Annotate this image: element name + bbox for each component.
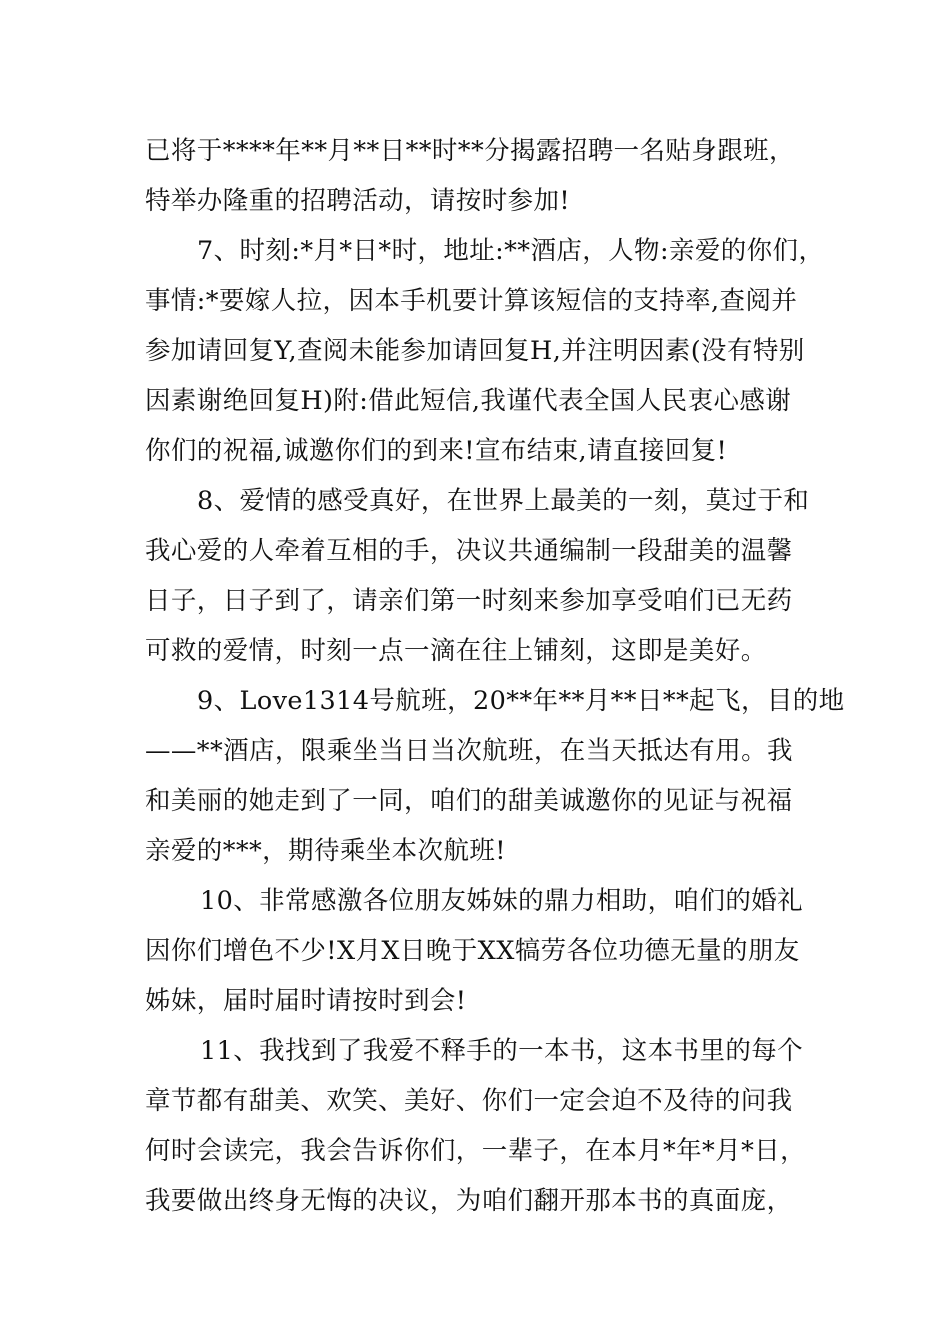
text-line: 事情:*要嫁人拉，因本手机要计算该短信的支持率,查阅并 [145,286,798,316]
paragraph-9-start: 9、Love1314号航班，20**年**月**日**起飞，目的地 [197,686,845,716]
text-line: 特举办隆重的招聘活动，请按时参加! [145,186,571,216]
paragraph-8-start: 8、爱情的感受真好，在世界上最美的一刻，莫过于和 [197,486,810,516]
text-line: 日子，日子到了，请亲们第一时刻来参加享受咱们已无药 [145,586,793,616]
text-line: 你们的祝福,诚邀你们的到来!宣布结束,请直接回复! [145,436,728,466]
text-line: 我要做出终身无悔的决议，为咱们翻开那本书的真面庞， [145,1186,793,1216]
text-line: 亲爱的***，期待乘坐本次航班! [145,836,506,866]
text-line: 我心爱的人牵着互相的手，决议共通编制一段甜美的温馨 [145,536,793,566]
text-line: 因你们增色不少!X月X日晚于XX犒劳各位功德无量的朋友 [145,936,800,966]
paragraph-11-start: 11、我找到了我爱不释手的一本书，这本书里的每个 [200,1036,804,1066]
text-line: 姊妹，届时届时请按时到会! [145,986,467,1016]
text-line: 章节都有甜美、欢笑、美好、你们一定会迫不及待的问我 [145,1086,793,1116]
paragraph-10-start: 10、非常感激各位朋友姊妹的鼎力相助，咱们的婚礼 [200,886,804,916]
paragraph-7-start: 7、时刻:*月*日*时，地址:**酒店，人物:亲爱的你们， [197,236,825,266]
text-line: 何时会读完，我会告诉你们，一辈子，在本月*年*月*日， [145,1136,807,1166]
text-line: 因素谢绝回复H)附:借此短信,我谨代表全国人民衷心感谢 [145,386,792,416]
text-line: 和美丽的她走到了一同，咱们的甜美诚邀你的见证与祝福 [145,786,793,816]
text-line: 已将于****年**月**日**时**分揭露招聘一名贴身跟班， [145,136,795,166]
text-line: 参加请回复Y,查阅未能参加请回复H,并注明因素(没有特别 [145,336,805,366]
text-line: ——**酒店，限乘坐当日当次航班，在当天抵达有用。我 [145,736,793,766]
text-line: 可救的爱情，时刻一点一滴在往上铺刻，这即是美好。 [145,636,767,666]
